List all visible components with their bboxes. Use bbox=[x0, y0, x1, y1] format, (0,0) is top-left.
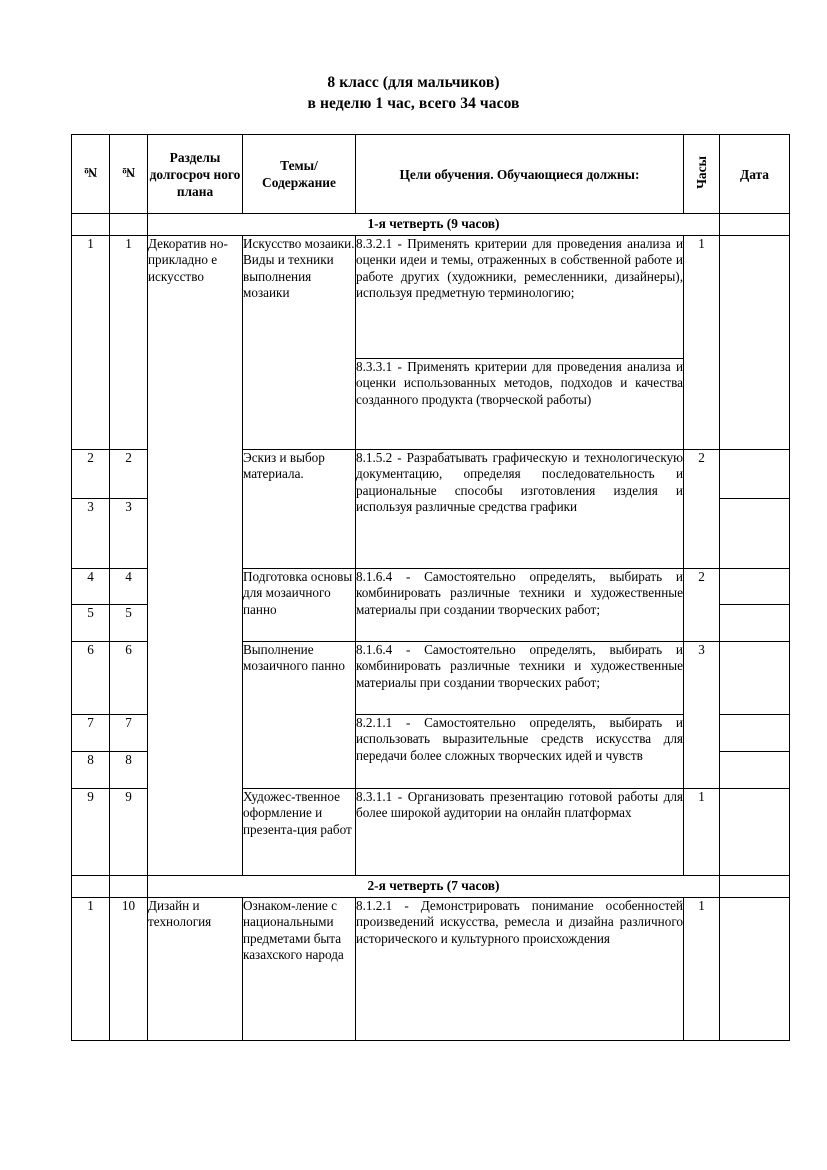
header-cell-no2 bbox=[110, 135, 148, 214]
goal-8-3-3-1: 8.3.3.1 - Применять критерии для проведения анализа и оценки использованных методов, подходов и качества созданного продукта (творческой работы) bbox=[356, 359, 684, 450]
goal-8-3-2-1: 8.3.2.1 - Применять критерии для проведения анализа и оценки идеи и темы, отраженных в собственной работе и работе других (художники, ремесленники, дизайнеры), используя предметную терминологию; bbox=[356, 236, 684, 359]
header-cell-no1 bbox=[72, 135, 110, 214]
goal-8-1-5-2: 8.1.5.2 - Разрабатывать графическую и технологическую документацию, определяя последовательность и рациональные способы изготовления изделия и используя различные средства графики bbox=[356, 450, 684, 569]
header-cell-hours bbox=[684, 135, 720, 214]
long-term-plan-table-container bbox=[0, 134, 827, 1041]
quarter-1-label: 1-я четверть (9 часов) bbox=[148, 214, 720, 236]
header-cell-section: Разделы долгосроч ного плана bbox=[148, 135, 243, 214]
quarter-banner-row-2 bbox=[72, 876, 790, 898]
row-7-no2: 7 bbox=[110, 715, 148, 752]
goal-8-3-1-1: 8.3.1.1 - Организовать презентацию готовой работы для более широкой аудитории на онлайн платформах bbox=[356, 789, 684, 876]
long-term-plan-table bbox=[71, 134, 790, 1041]
row-6-no1: 6 bbox=[72, 642, 110, 715]
quarter-1-no2-spacer bbox=[110, 214, 148, 236]
row-8-no1: 8 bbox=[72, 752, 110, 789]
row-6-no2: 6 bbox=[110, 642, 148, 715]
hours-group-1: 1 bbox=[684, 236, 720, 450]
row-8-no2: 8 bbox=[110, 752, 148, 789]
row-9-no2: 9 bbox=[110, 789, 148, 876]
theme-national-items: Ознаком-ление с национальными предметами быта казахского народа bbox=[243, 898, 356, 1041]
theme-sketch-material: Эскиз и выбор материала. bbox=[243, 450, 356, 569]
quarter-1-no1-spacer bbox=[72, 214, 110, 236]
title-line-2: в неделю 1 час, всего 34 часов bbox=[307, 95, 520, 112]
date-cell-row-7 bbox=[720, 715, 790, 752]
hours-group-6: 1 bbox=[684, 898, 720, 1041]
theme-base-prep: Подготовка основы для мозаичного панно bbox=[243, 569, 356, 642]
row-10-no1: 1 bbox=[72, 898, 110, 1041]
row-1-no2: 1 bbox=[110, 236, 148, 450]
row-5-no1: 5 bbox=[72, 605, 110, 642]
hours-group-3: 2 bbox=[684, 569, 720, 642]
row-4-no2: 4 bbox=[110, 569, 148, 605]
header-cell-date: Дата bbox=[720, 135, 790, 214]
header-no2-label: № bbox=[121, 164, 136, 180]
hours-group-5: 1 bbox=[684, 789, 720, 876]
section-design-technology: Дизайн и технология bbox=[148, 898, 243, 1041]
page-title bbox=[0, 0, 827, 114]
hours-group-2: 2 bbox=[684, 450, 720, 569]
quarter-2-no1-spacer bbox=[72, 876, 110, 898]
date-cell-row-3 bbox=[720, 499, 790, 569]
theme-panno-exec: Выполнение мозаичного панно bbox=[243, 642, 356, 789]
row-4-no1: 4 bbox=[72, 569, 110, 605]
header-no1-label: № bbox=[83, 164, 98, 180]
theme-mosaic-art: Искусство мозаики. Виды и техники выполнения мозаики bbox=[243, 236, 356, 450]
section-decorative-applied-art: Декоратив но-прикладно е искусство bbox=[148, 236, 243, 876]
table-row bbox=[72, 236, 790, 359]
hours-group-4: 3 bbox=[684, 642, 720, 789]
goal-8-2-1-1: 8.2.1.1 - Самостоятельно определять, выбирать и использовать выразительные средств искусства для передачи более сложных творческих идей и чувств bbox=[356, 715, 684, 789]
date-cell-row-1 bbox=[720, 236, 790, 450]
row-5-no2: 5 bbox=[110, 605, 148, 642]
row-2-no2: 2 bbox=[110, 450, 148, 499]
row-10-no2: 10 bbox=[110, 898, 148, 1041]
quarter-1-date-spacer bbox=[720, 214, 790, 236]
date-cell-row-8 bbox=[720, 752, 790, 789]
header-cell-goals: Цели обучения. Обучающиеся должны: bbox=[356, 135, 684, 214]
date-cell-row-10 bbox=[720, 898, 790, 1041]
header-cell-theme: Темы/ Содержание bbox=[243, 135, 356, 214]
date-cell-row-2 bbox=[720, 450, 790, 499]
theme-artistic-presentation: Художес-твенное оформление и презента-ция работ bbox=[243, 789, 356, 876]
header-hours-label: Часы bbox=[694, 155, 709, 189]
row-9-no1: 9 bbox=[72, 789, 110, 876]
date-cell-row-5 bbox=[720, 605, 790, 642]
title-line-1: 8 класс (для мальчиков) bbox=[327, 74, 500, 91]
quarter-2-no2-spacer bbox=[110, 876, 148, 898]
quarter-banner-row-1 bbox=[72, 214, 790, 236]
quarter-2-label: 2-я четверть (7 часов) bbox=[148, 876, 720, 898]
date-cell-row-6 bbox=[720, 642, 790, 715]
goal-8-1-6-4-a: 8.1.6.4 - Самостоятельно определять, выбирать и комбинировать различные техники и художественные материалы при создании творческих работ; bbox=[356, 569, 684, 642]
date-cell-row-9 bbox=[720, 789, 790, 876]
row-3-no2: 3 bbox=[110, 499, 148, 569]
row-7-no1: 7 bbox=[72, 715, 110, 752]
quarter-2-date-spacer bbox=[720, 876, 790, 898]
table-header-row bbox=[72, 135, 790, 214]
goal-8-1-2-1: 8.1.2.1 - Демонстрировать понимание особенностей произведений искусства, ремесла и дизайна различного исторического и культурного происхождения bbox=[356, 898, 684, 1041]
row-3-no1: 3 bbox=[72, 499, 110, 569]
goal-8-1-6-4-b: 8.1.6.4 - Самостоятельно определять, выбирать и комбинировать различные техники и художественные материалы при создании творческих работ; bbox=[356, 642, 684, 715]
row-1-no1: 1 bbox=[72, 236, 110, 450]
date-cell-row-4 bbox=[720, 569, 790, 605]
row-2-no1: 2 bbox=[72, 450, 110, 499]
table-row bbox=[72, 898, 790, 1041]
